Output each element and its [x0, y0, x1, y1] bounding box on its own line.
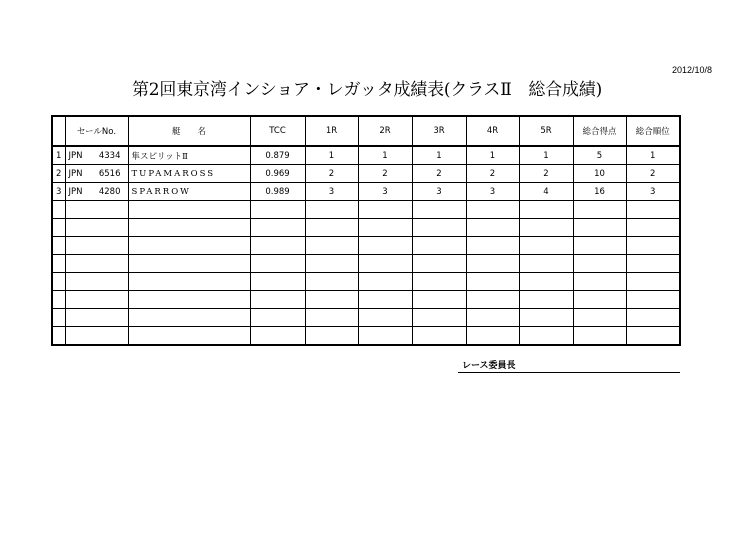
empty-row	[52, 255, 680, 273]
table-row	[52, 146, 680, 165]
header-total-points: 総合得点	[573, 116, 626, 146]
page-title: 第2回東京湾インショア・レガッタ成績表(クラスⅡ 総合成績)	[132, 80, 603, 100]
race-1-result: 1	[305, 146, 358, 165]
table-row	[52, 165, 680, 183]
race-5-result: 1	[519, 146, 573, 165]
empty-row	[52, 327, 680, 346]
sail-number	[65, 165, 128, 183]
race-4-result: 3	[466, 183, 519, 201]
overall-rank: 1	[626, 146, 680, 165]
race-3-result: 3	[412, 183, 466, 201]
header-race-3: 3R	[412, 116, 466, 146]
total-points: 10	[573, 165, 626, 183]
empty-row	[52, 237, 680, 255]
header-boat-name: 艇 名	[128, 116, 250, 146]
race-2-result: 3	[358, 183, 412, 201]
header-overall-rank: 総合順位	[626, 116, 680, 146]
row-number: 2	[52, 165, 65, 183]
race-3-result: 1	[412, 146, 466, 165]
race-3-result: 2	[412, 165, 466, 183]
boat-name: SPARROW	[128, 183, 250, 201]
race-5-result: 2	[519, 165, 573, 183]
total-points: 16	[573, 183, 626, 201]
empty-row	[52, 291, 680, 309]
race-1-result: 2	[305, 165, 358, 183]
header-sail-number: セールNo.	[65, 116, 128, 146]
race-4-result: 2	[466, 165, 519, 183]
race-4-result: 1	[466, 146, 519, 165]
race-2-result: 1	[358, 146, 412, 165]
header-race-2: 2R	[358, 116, 412, 146]
race-2-result: 2	[358, 165, 412, 183]
sail-prefix: JPN	[68, 186, 83, 197]
boat-name: 隼スピリットⅡ	[128, 146, 250, 165]
total-points: 5	[573, 146, 626, 165]
header-tcc: TCC	[250, 116, 305, 146]
race-5-result: 4	[519, 183, 573, 201]
tcc-value: 0.969	[250, 165, 305, 183]
header-race-4: 4R	[466, 116, 519, 146]
signature-line	[458, 372, 680, 373]
results-table	[51, 115, 681, 346]
sail-num: 6516	[98, 168, 121, 179]
sail-number	[65, 183, 128, 201]
header-no	[52, 116, 65, 146]
sail-prefix: JPN	[68, 150, 83, 161]
sail-num: 4334	[98, 150, 121, 161]
tcc-value: 0.989	[250, 183, 305, 201]
empty-row	[52, 273, 680, 291]
header-race-1: 1R	[305, 116, 358, 146]
header-race-5: 5R	[519, 116, 573, 146]
overall-rank: 2	[626, 165, 680, 183]
empty-row	[52, 219, 680, 237]
row-number: 1	[52, 146, 65, 165]
empty-row	[52, 309, 680, 327]
race-1-result: 3	[305, 183, 358, 201]
sail-number	[65, 146, 128, 165]
row-number: 3	[52, 183, 65, 201]
race-committee-chair-label: レース委員長	[462, 361, 516, 371]
tcc-value: 0.879	[250, 146, 305, 165]
sail-num: 4280	[98, 186, 121, 197]
report-date: 2012/10/8	[672, 65, 713, 75]
sail-prefix: JPN	[68, 168, 83, 179]
table-header-row	[52, 116, 680, 146]
empty-row	[52, 201, 680, 219]
overall-rank: 3	[626, 183, 680, 201]
boat-name: TUPAMAROSS	[128, 165, 250, 183]
table-row	[52, 183, 680, 201]
